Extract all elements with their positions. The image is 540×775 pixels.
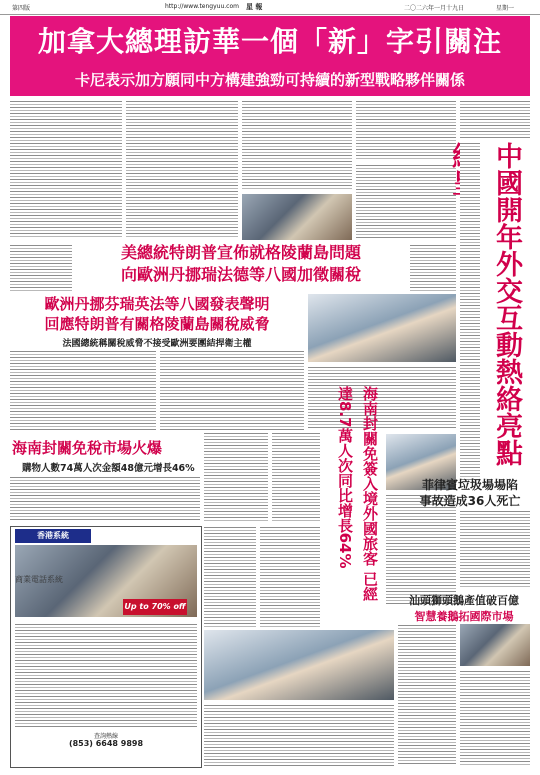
ad-brand-logo: 香港系統 bbox=[15, 529, 91, 543]
lead-headline: 加拿大總理訪華一個「新」字引關注 bbox=[37, 25, 502, 58]
page-number: 第四版 bbox=[12, 5, 31, 12]
shantou-goose-text-1 bbox=[398, 624, 456, 766]
lead-story-column-3 bbox=[242, 100, 352, 190]
shantou-goose-headline-2: 智慧養鵝拓國際市場 bbox=[414, 610, 514, 623]
lead-headline-banner bbox=[10, 16, 530, 96]
hainan-dutyfree-headline: 海南封關免稅市場火爆 bbox=[12, 439, 163, 457]
lead-story-column-5 bbox=[460, 100, 530, 140]
europe-story-photo bbox=[308, 294, 456, 362]
hainan-shopping-photo bbox=[204, 630, 394, 700]
europe-statement-headline-2: 回應特朗普有關格陵蘭島關稅威脅 bbox=[44, 315, 270, 333]
hainan-visa-free-headline-2: 已經達8.7萬人次同比增長64% bbox=[336, 386, 379, 602]
site-url[interactable]: http://www.tengyuu.com bbox=[165, 3, 239, 10]
philippines-landfill-headline-1: 菲律賓垃圾場場陷 bbox=[421, 478, 518, 492]
europe-story-column-1 bbox=[10, 350, 156, 430]
hainan-visa-free-headline bbox=[322, 386, 382, 616]
hainan-shopping-text bbox=[204, 704, 394, 766]
ad-hotline-label: 查詢熱線 bbox=[93, 733, 118, 740]
lead-subheadline: 卡尼表示加方願同中方構建強勁可持續的新型戰略夥伴關係 bbox=[74, 71, 465, 89]
issue-date: 二〇二六年一月十九日 bbox=[404, 5, 465, 12]
europe-statement-headline-1: 歐洲丹挪芬瑞英法等八國發表聲明 bbox=[44, 295, 270, 313]
ad-discount-badge: Up to 70% off bbox=[123, 599, 187, 615]
ad-product-list bbox=[15, 623, 197, 727]
issue-weekday: 星期一 bbox=[496, 5, 515, 12]
paper-name: 星 報 bbox=[246, 3, 263, 11]
shantou-goose-text-2 bbox=[460, 670, 530, 766]
advertisement-box[interactable] bbox=[10, 526, 202, 768]
trump-story-side bbox=[410, 244, 456, 292]
ad-phone-number[interactable]: (853) 6648 9898 bbox=[68, 739, 144, 748]
lead-story-photo bbox=[242, 194, 352, 240]
ad-tagline: 商業電話系統 bbox=[15, 575, 63, 584]
europe-statement-subheadline: 法國總統稱關稅威脅不接受歐洲要團結捍衛主權 bbox=[62, 339, 252, 349]
trump-tariff-headline-2: 向歐洲丹挪瑞法德等八國加徵關稅 bbox=[120, 265, 361, 284]
hainan-visa-free-headline-1: 海南封關免簽入境外國旅客 bbox=[361, 386, 379, 566]
philippines-landfill-headline-2: 事故造成36人死亡 bbox=[419, 494, 521, 508]
shantou-goose-headline-1: 汕頭獅頭鵝產值破百億 bbox=[409, 594, 519, 607]
europe-story-column-2 bbox=[160, 350, 304, 430]
hainan-dutyfree-subheadline: 購物人數74萬人次金額48億元增長46% bbox=[22, 463, 195, 474]
hainan-visa-free-text-1 bbox=[272, 432, 320, 522]
lead-story-column-1 bbox=[10, 100, 122, 238]
hainan-visa-free-text-2 bbox=[386, 494, 456, 604]
china-diplomacy-headline: 中國開年外交互動熱絡亮點 bbox=[491, 142, 522, 466]
china-diplomacy-text bbox=[460, 142, 480, 482]
trump-story-lead bbox=[10, 244, 72, 292]
lead-story-column-2 bbox=[126, 100, 238, 238]
middle-story-text-2 bbox=[260, 526, 320, 628]
hainan-dutyfree-text bbox=[10, 476, 200, 522]
middle-story-text-1 bbox=[204, 526, 256, 628]
shantou-goose-photo bbox=[460, 624, 530, 666]
philippines-landfill-text bbox=[460, 510, 530, 588]
trump-tariff-headline-1: 美總統特朗普宣佈就格陵蘭島問題 bbox=[120, 243, 361, 262]
hainan-dutyfree-side-text bbox=[204, 432, 268, 522]
page-header-bar bbox=[0, 0, 540, 15]
